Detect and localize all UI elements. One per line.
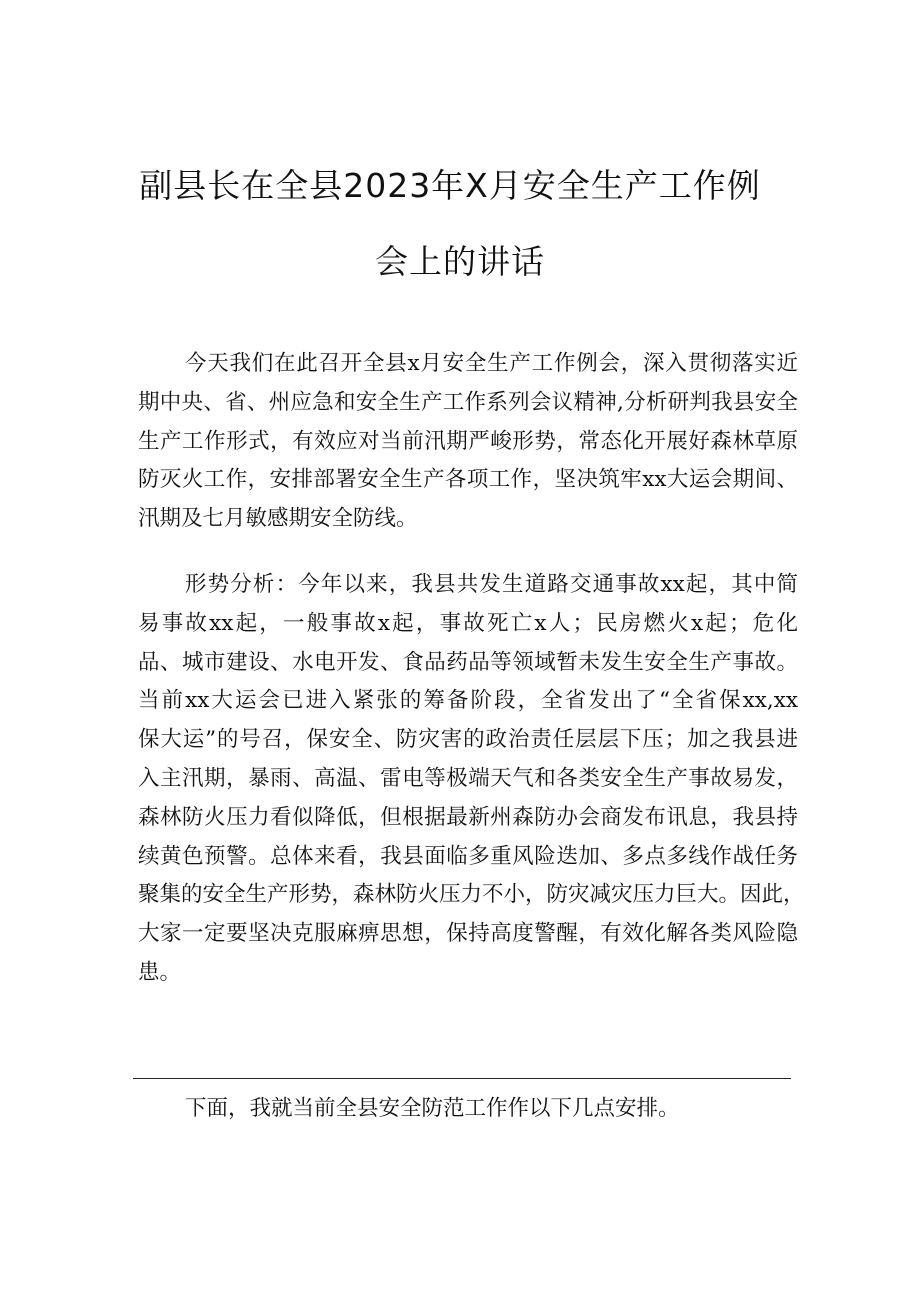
page-break-divider — [133, 1078, 791, 1079]
paragraph-arrangement-intro: 下面，我就当前全县安全防范工作作以下几点安排。 — [185, 1096, 680, 1121]
paragraph-line: 生产工作形式，有效应对当前汛期严峻形势，常态化开展好森林草原 — [138, 428, 798, 454]
paragraph-line: 当前xx大运会已进入紧张的筹备阶段，全省发出了“全省保xx,xx — [138, 688, 798, 714]
paragraph-line: 防灭火工作，安排部署安全生产各项工作，坚决筑牢xx大运会期间、 — [138, 467, 798, 493]
paragraph-opening — [138, 345, 798, 539]
paragraph-line: 大家一定要坚决克服麻痹思想，保持高度警醒，有效化解各类风险隐 — [138, 921, 798, 947]
paragraph-line: 入主汛期，暴雨、高温、雷电等极端天气和各类安全生产事故易发， — [138, 765, 798, 791]
paragraph-line: 期中央、省、州应急和安全生产工作系列会议精神,分析研判我县安全 — [138, 389, 798, 415]
paragraph-line: 今天我们在此召开全县x月安全生产工作例会，深入贯彻落实近 — [185, 351, 798, 376]
document-title-line-1: 副县长在全县2023年X月安全生产工作例 — [139, 166, 761, 205]
document-title-line-2: 会上的讲话 — [375, 242, 545, 281]
paragraph-line: 森林防火压力看似降低，但根据最新州森防办会商发布讯息，我县持 — [138, 804, 798, 830]
paragraph-line: 聚集的安全生产形势，森林防火压力不小，防灾减灾压力巨大。因此， — [138, 882, 805, 908]
paragraph-line: 保大运”的号召，保安全、防灾害的政治责任层层下压；加之我县进 — [138, 727, 798, 753]
paragraph-line: 品、城市建设、水电开发、食品药品等领域暂未发生安全生产事故。 — [138, 649, 798, 675]
paragraph-situation-analysis — [138, 566, 805, 993]
paragraph-line: 汛期及七月敏感期安全防线。 — [138, 506, 418, 532]
paragraph-line: 易事故xx起，一般事故x起，事故死亡x人；民房燃火x起；危化 — [138, 610, 798, 636]
paragraph-line: 续黄色预警。总体来看，我县面临多重风险迭加、多点多线作战任务 — [138, 843, 798, 869]
paragraph-line: 患。 — [138, 959, 182, 985]
paragraph-line: 形势分析：今年以来，我县共发生道路交通事故xx起，其中简 — [185, 572, 798, 597]
